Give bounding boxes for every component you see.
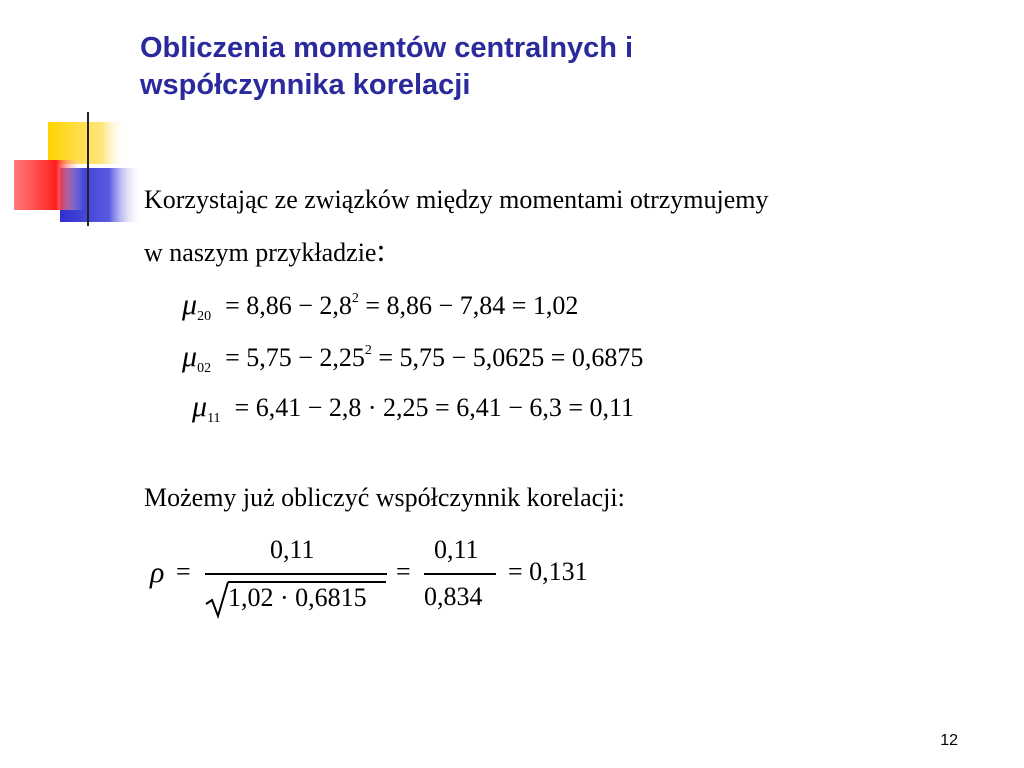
- rho-symbol: ρ: [150, 556, 165, 589]
- mu11-rhs: = 6,41 − 2,8 · 2,25 = 6,41 − 6,3 = 0,11: [234, 393, 635, 422]
- slide-title: [140, 30, 1000, 104]
- intro-colon: :: [376, 232, 386, 268]
- mu02-exponent: 2: [364, 343, 372, 358]
- result: = 0,131: [508, 557, 588, 586]
- mu20-exponent: 2: [351, 291, 359, 306]
- mu-symbol: μ: [182, 288, 198, 321]
- fraction-bar-1: [205, 573, 387, 575]
- title-line-2: współczynnika korelacji: [140, 69, 471, 101]
- conclusion-text: Możemy już obliczyć współczynnik korelacji:: [144, 483, 625, 512]
- equation-mu11: [192, 390, 634, 424]
- mu20-subscript: 20: [197, 309, 212, 324]
- mu-symbol: μ: [182, 340, 198, 373]
- mu20-rhs-a: = 8,86 − 2,8: [225, 291, 352, 320]
- equation-mu20: [182, 288, 578, 322]
- intro-line-2-text: w naszym przykładzie: [144, 238, 377, 267]
- numerator-2: 0,11: [434, 535, 479, 564]
- mu02-subscript: 02: [197, 361, 212, 376]
- mu20-rhs-b: = 8,86 − 7,84 = 1,02: [358, 291, 579, 320]
- deco-red-square: [14, 160, 84, 210]
- equals-1: =: [176, 557, 191, 586]
- fraction-bar-2: [424, 573, 496, 575]
- equals-2: =: [396, 557, 411, 586]
- sqrt-overline: [228, 581, 386, 583]
- page-number: 12: [940, 732, 958, 749]
- mu02-rhs-b: = 5,75 − 5,0625 = 0,6875: [371, 343, 644, 372]
- title-line-1: Obliczenia momentów centralnych i: [140, 32, 634, 64]
- intro-line-2: [144, 230, 385, 273]
- mu02-rhs-a: = 5,75 − 2,25: [225, 343, 365, 372]
- numerator-1: 0,11: [270, 535, 315, 564]
- denominator-2: 0,834: [424, 582, 483, 611]
- equation-mu02: [182, 340, 643, 374]
- denominator-1: 1,02 · 0,6815: [228, 583, 367, 612]
- sqrt-icon: [204, 580, 230, 620]
- mu11-subscript: 11: [207, 411, 221, 426]
- intro-line-1: Korzystając ze związków między momentami otrzymujemy: [144, 185, 769, 214]
- mu-symbol: μ: [192, 390, 208, 423]
